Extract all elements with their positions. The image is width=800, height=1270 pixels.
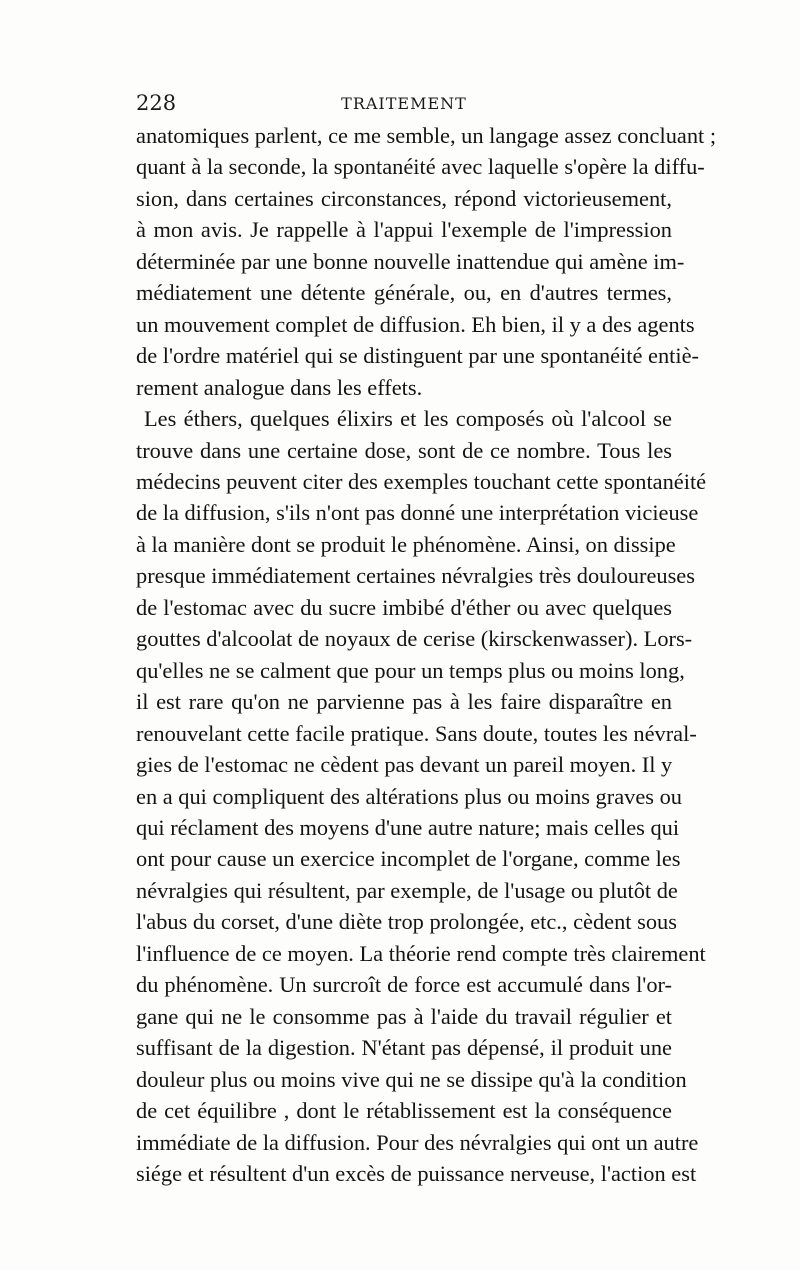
text-line: rement analogue dans les effets.: [136, 374, 423, 400]
text-line: ont pour cause un exercice incomplet de l'organe, comme les: [136, 846, 681, 872]
running-head: TRAITEMENT: [341, 94, 467, 113]
text-line: suffisant de la digestion. N'étant pas dépensé, il produit une: [136, 1035, 672, 1061]
page-number: 228: [136, 91, 177, 115]
text-line: du phénomène. Un surcroît de force est accumulé dans l'or-: [136, 972, 672, 998]
text-line: médiatement une détente générale, ou, en d'autres termes,: [136, 280, 672, 306]
text-line: qui réclament des moyens d'une autre nature; mais celles qui: [136, 814, 680, 840]
text-line: de l'ordre matériel qui se distinguent par une spontanéité entiè-: [136, 343, 699, 369]
text-line: un mouvement complet de diffusion. Eh bien, il y a des agents: [136, 311, 695, 337]
text-line: gouttes d'alcoolat de noyaux de cerise (kirsckenwasser). Lors-: [136, 626, 693, 652]
body-text: [136, 120, 717, 1189]
text-line: qu'elles ne se calment que pour un temps plus ou moins long,: [136, 657, 685, 683]
text-line: presque immédiatement certaines névralgies très douloureuses: [136, 563, 695, 589]
text-line: en a qui compliquent des altérations plus ou moins graves ou: [136, 783, 682, 809]
text-line: de cet équilibre , dont le rétablissement est la conséquence: [136, 1098, 672, 1124]
text-line: médecins peuvent citer des exemples touchant cette spontanéité: [136, 468, 707, 494]
page-header: [136, 88, 672, 118]
text-line: quant à la seconde, la spontanéité avec laquelle s'opère la diffu-: [136, 154, 705, 180]
text-line: renouvelant cette facile pratique. Sans doute, toutes les névral-: [136, 720, 697, 746]
text-line: siége et résultent d'un excès de puissance nerveuse, l'action est: [136, 1160, 697, 1186]
text-line: anatomiques parlent, ce me semble, un langage assez concluant ;: [136, 123, 717, 148]
text-line: immédiate de la diffusion. Pour des névralgies qui ont un autre: [136, 1129, 699, 1155]
text-line: à mon avis. Je rappelle à l'appui l'exemple de l'impression: [136, 217, 672, 243]
text-line: Les éthers, quelques élixirs et les composés où l'alcool se: [144, 406, 672, 432]
text-line: trouve dans une certaine dose, sont de ce nombre. Tous les: [136, 437, 672, 463]
text-line: à la manière dont se produit le phénomène. Ainsi, on dissipe: [136, 531, 676, 557]
text-line: l'influence de ce moyen. La théorie rend compte très clairement: [136, 940, 706, 966]
text-line: douleur plus ou moins vive qui ne se dissipe qu'à la condition: [136, 1066, 687, 1092]
text-line: gane qui ne le consomme pas à l'aide du travail régulier et: [136, 1003, 672, 1029]
text-line: gies de l'estomac ne cèdent pas devant un pareil moyen. Il y: [136, 752, 673, 778]
text-line: de la diffusion, s'ils n'ont pas donné une interprétation vicieuse: [136, 500, 699, 526]
text-line: sion, dans certaines circonstances, répond victorieusement,: [136, 185, 672, 211]
text-line: déterminée par une bonne nouvelle inattendue qui amène im-: [136, 248, 685, 274]
text-line: l'abus du corset, d'une diète trop prolongée, etc., cèdent sous: [136, 909, 677, 935]
text-line: de l'estomac avec du sucre imbibé d'éther ou avec quelques: [136, 594, 672, 620]
text-line: il est rare qu'on ne parvienne pas à les faire disparaître en: [136, 689, 672, 715]
text-line: névralgies qui résultent, par exemple, de l'usage ou plutôt de: [136, 877, 678, 903]
